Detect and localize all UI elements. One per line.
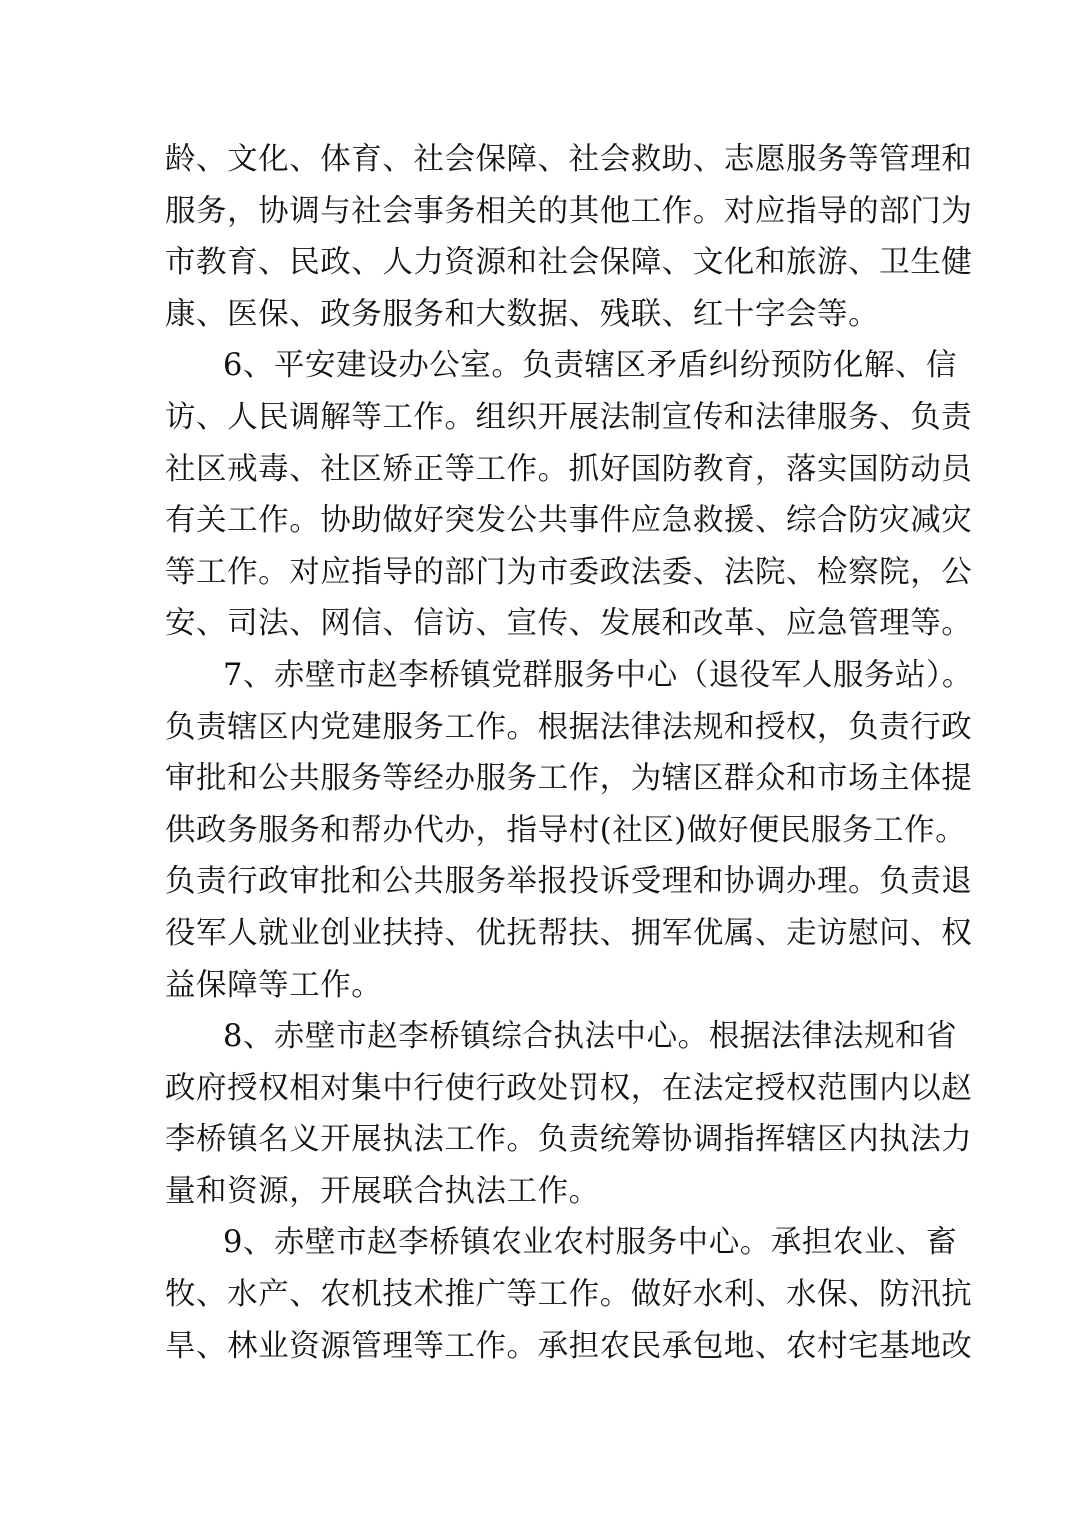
paragraph-6-first-line: 6、平安建设办公室。负责辖区矛盾纠纷预防化解、信 bbox=[223, 348, 958, 384]
paragraph-8-first-line: 8、赤壁市赵李桥镇综合执法中心。根据法律法规和省 bbox=[223, 1019, 958, 1055]
text-line-3: 市教育、民政、人力资源和社会保障、文化和旅游、卫生健 bbox=[165, 245, 973, 281]
text-line-21: 量和资源，开展联合执法工作。 bbox=[165, 1173, 600, 1209]
text-line-14: 供政务服务和帮办代办，指导村(社区)做好便民服务工作。 bbox=[165, 812, 967, 848]
paragraph-7-first-line: 7、赤壁市赵李桥镇党群服务中心（退役军人服务站）。 bbox=[223, 657, 973, 693]
paragraph-9-first-line: 9、赤壁市赵李桥镇农业农村服务中心。承担农业、畜 bbox=[223, 1225, 958, 1261]
text-line-6: 访、人民调解等工作。组织开展法制宣传和法律服务、负责 bbox=[165, 399, 973, 435]
text-line-4: 康、医保、政务服务和大数据、残联、红十字会等。 bbox=[165, 296, 880, 332]
text-line-15: 负责行政审批和公共服务举报投诉受理和协调办理。负责退 bbox=[165, 864, 973, 900]
text-line-17: 益保障等工作。 bbox=[165, 967, 383, 1003]
text-line-13: 审批和公共服务等经办服务工作，为辖区群众和市场主体提 bbox=[165, 761, 973, 797]
text-line-19: 政府授权相对集中行使行政处罚权，在法定授权范围内以赵 bbox=[165, 1070, 973, 1106]
document-body bbox=[165, 134, 973, 1372]
text-line-24: 旱、林业资源管理等工作。承担农民承包地、农村宅基地改 bbox=[165, 1328, 973, 1364]
text-line-1: 龄、文化、体育、社会保障、社会救助、志愿服务等管理和 bbox=[165, 142, 973, 177]
text-line-16: 役军人就业创业扶持、优抚帮扶、拥军优属、走访慰问、权 bbox=[165, 915, 973, 951]
text-line-9: 等工作。对应指导的部门为市委政法委、法院、检察院，公 bbox=[165, 554, 973, 590]
text-line-2: 服务，协调与社会事务相关的其他工作。对应指导的部门为 bbox=[165, 193, 973, 229]
text-line-20: 李桥镇名义开展执法工作。负责统筹协调指挥辖区内执法力 bbox=[165, 1122, 973, 1158]
text-line-7: 社区戒毒、社区矫正等工作。抓好国防教育，落实国防动员 bbox=[165, 451, 973, 487]
text-line-8: 有关工作。协助做好突发公共事件应急救援、综合防灾减灾 bbox=[165, 503, 973, 539]
text-line-23: 牧、水产、农机技术推广等工作。做好水利、水保、防汛抗 bbox=[165, 1277, 973, 1313]
text-line-10: 安、司法、网信、信访、宣传、发展和改革、应急管理等。 bbox=[165, 606, 973, 642]
text-line-12: 负责辖区内党建服务工作。根据法律法规和授权，负责行政 bbox=[165, 709, 973, 745]
